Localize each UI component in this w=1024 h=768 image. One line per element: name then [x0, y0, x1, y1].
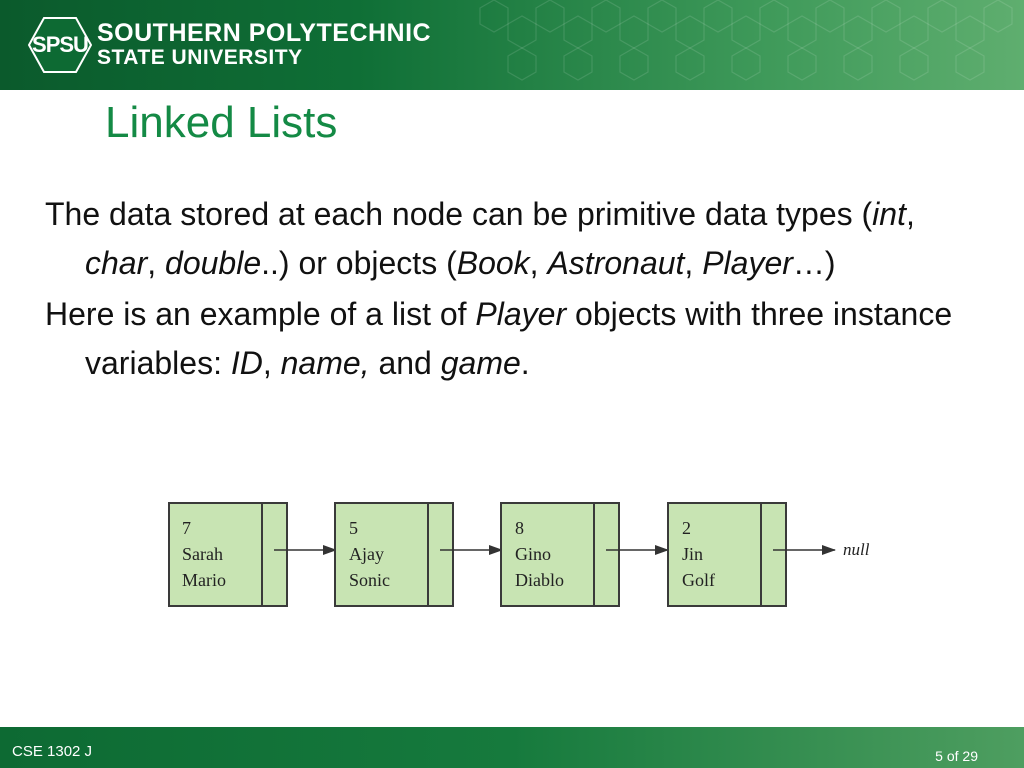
node-name: Ajay [349, 544, 384, 564]
linked-list-diagram [160, 495, 900, 615]
italic-term-astronaut: Astronaut [547, 245, 685, 281]
italic-term-double: double [165, 245, 262, 281]
list-node [668, 503, 786, 606]
node-game: Golf [682, 570, 715, 590]
page-number: 5 of 29 [935, 748, 978, 764]
italic-term-name: name, [280, 345, 370, 381]
text-run: The data stored at each node can be primitive data types ( [45, 196, 873, 232]
bullet-paragraph-1 [45, 190, 985, 288]
node-id: 2 [682, 518, 691, 538]
italic-term-game: game [440, 345, 521, 381]
text-run: , [684, 245, 703, 281]
list-node [501, 503, 619, 606]
node-name: Jin [682, 544, 704, 564]
list-node [335, 503, 453, 606]
node-name: Sarah [182, 544, 223, 564]
node-id: 7 [182, 518, 191, 538]
text-run: …) [792, 245, 836, 281]
text-run: , [147, 245, 166, 281]
italic-term-id: ID [230, 345, 263, 381]
italic-term-player: Player [475, 296, 567, 332]
node-game: Sonic [349, 570, 391, 590]
node-name: Gino [515, 544, 551, 564]
slide-footer [0, 727, 1024, 768]
text-run: ..) or objects ( [261, 245, 457, 281]
italic-term-int: int [872, 196, 906, 232]
italic-term-book: Book [456, 245, 530, 281]
node-game: Diablo [515, 570, 564, 590]
text-run: Here is an example of a list of [45, 296, 476, 332]
university-name-line1: SOUTHERN POLYTECHNIC [97, 19, 432, 47]
bullet-paragraph-2 [45, 290, 985, 388]
list-node [169, 503, 287, 606]
university-name [97, 20, 431, 69]
italic-term-player: Player [702, 245, 793, 281]
slide-header-banner [0, 0, 1024, 90]
text-run: , [262, 345, 281, 381]
slide-title: Linked Lists [105, 98, 338, 147]
text-run: and [369, 345, 441, 381]
course-label: CSE 1302 J [12, 743, 93, 760]
null-terminator-label: null [843, 540, 870, 559]
node-game: Mario [182, 570, 226, 590]
italic-term-char: char [85, 245, 148, 281]
node-id: 5 [349, 518, 358, 538]
node-id: 8 [515, 518, 524, 538]
university-logo [28, 17, 92, 73]
text-run: , [905, 196, 915, 232]
slide-body [45, 190, 985, 390]
logo-text: SPSU [32, 32, 88, 57]
university-name-line2: STATE UNIVERSITY [97, 46, 303, 69]
text-run: . [520, 345, 530, 381]
text-run: , [529, 245, 548, 281]
text-run: objects with three instance variables: [85, 296, 953, 381]
